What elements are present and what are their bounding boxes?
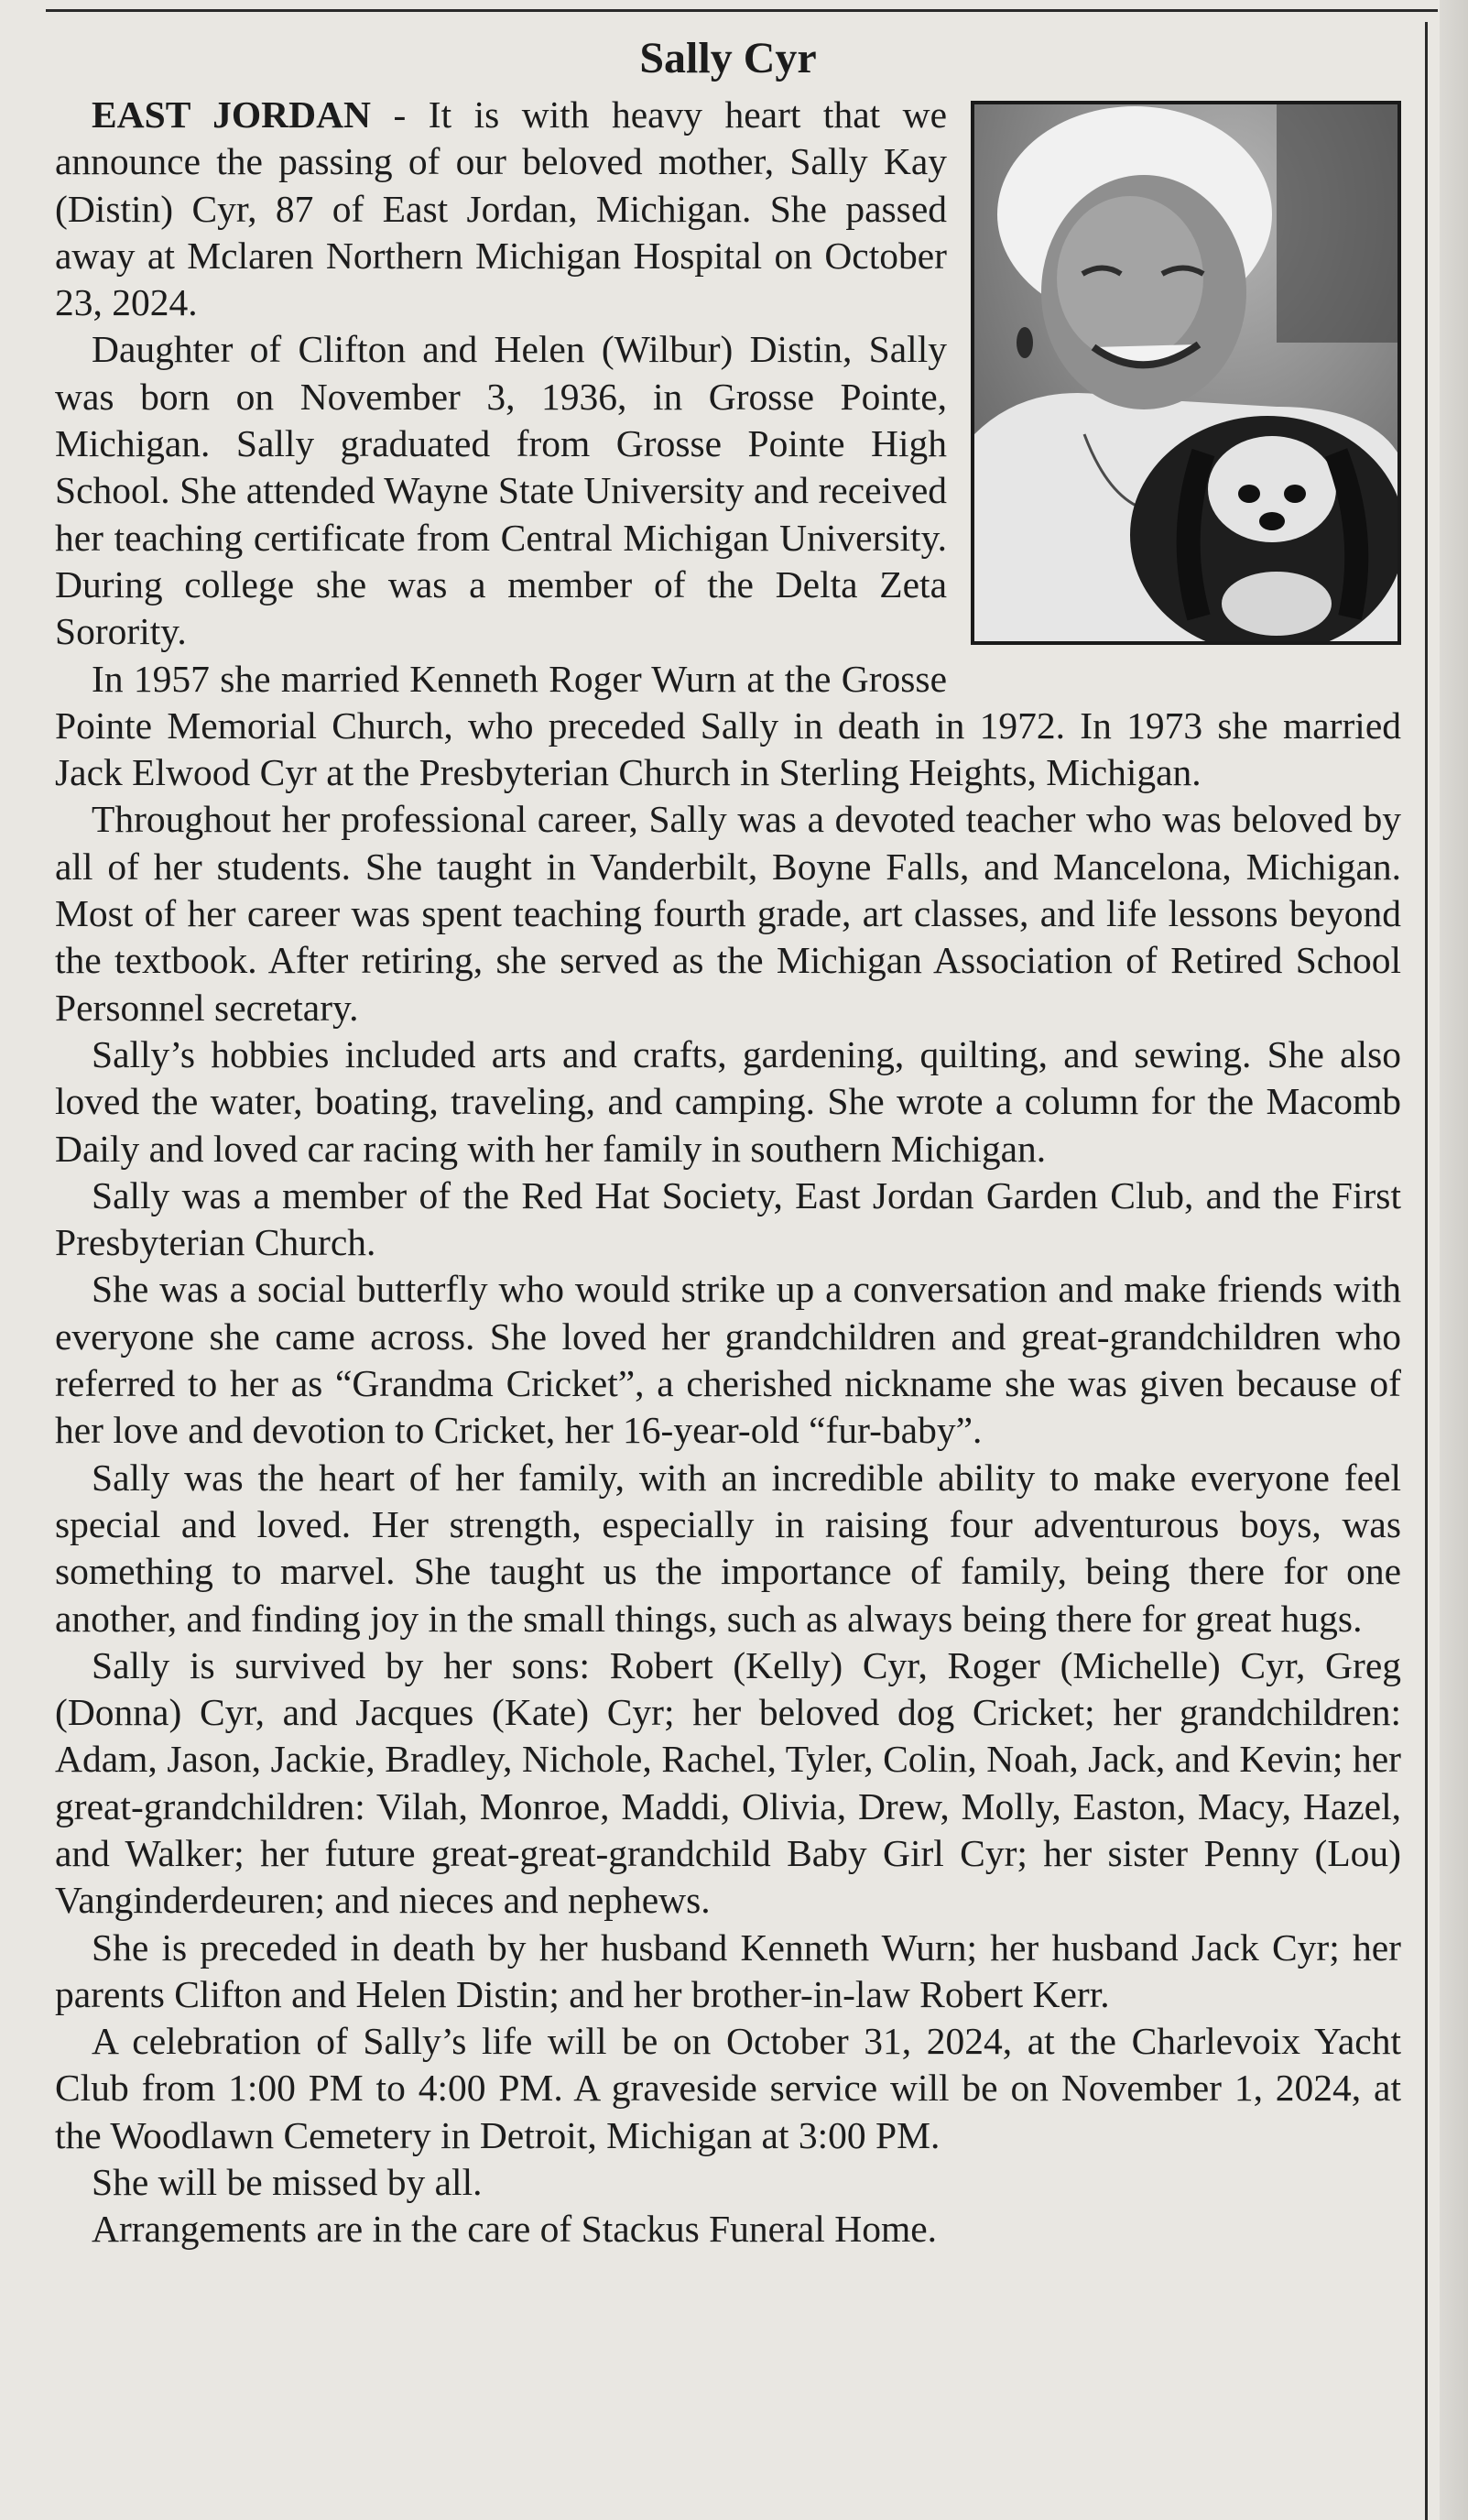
top-rule: [46, 9, 1438, 12]
column-rule: [1425, 22, 1428, 2520]
page-edge: [1440, 0, 1468, 2520]
paragraph-social: She was a social butterfly who would strike up a conversation and make friends with everyone she came across. She loved her grandchildren and great-grandchildren who referred to her as “Grandma Cricket”, a cherished nickname she was given because of her love and devotion to Cricket, her 16-year-old “fur-baby”.: [55, 1268, 1401, 1452]
portrait-illustration: [974, 104, 1397, 641]
paragraph-memberships: Sally was a member of the Red Hat Society, East Jordan Garden Club, and the First Presbyterian Church.: [55, 1173, 1401, 1264]
lead-paragraph: - It is with heavy heart that we announce the passing of our beloved mother, Sally Kay (Distin) Cyr, 87 of East Jordan, Michigan. She passed away at Mclaren Northern Michigan Hospital on October 23, 2024.: [55, 93, 947, 324]
obituary-article: [55, 31, 1401, 2253]
paragraph-marriages: In 1957 she married Kenneth Roger Wurn at the Grosse Pointe Memorial Church, who preceded Sally in death in 1972. In 1973 she married Jack Elwood Cyr at the Presbyterian Church in Sterling Heights, Michigan.: [55, 657, 1401, 794]
article-body: [55, 92, 1401, 2253]
portrait-photo: [971, 101, 1401, 645]
paragraph-family-heart: Sally was the heart of her family, with an incredible ability to make everyone feel special and loved. Her strength, especially in raising four adventurous boys, was something to marvel. She taught us the importance of family, being there for one another, and finding joy in the small things, such as always being there for great hugs.: [55, 1456, 1401, 1640]
paragraph-missed: She will be missed by all.: [92, 2161, 483, 2204]
dateline: EAST JORDAN: [92, 93, 372, 136]
paragraph-hobbies: Sally’s hobbies included arts and crafts, gardening, quilting, and sewing. She also loved the water, boating, traveling, and camping. She wrote a column for the Macomb Daily and loved car racing with her family in southern Michigan.: [55, 1032, 1401, 1170]
paragraph-birth-education: Daughter of Clifton and Helen (Wilbur) Distin, Sally was born on November 3, 1936, in Grosse Pointe, Michigan. Sally graduated from Grosse Pointe High School. She attended Wayne State University and received her teaching certificate from Central Michigan University. During college she was a member of the Delta Zeta Sorority.: [55, 328, 947, 653]
paragraph-career: Throughout her professional career, Sally was a devoted teacher who was beloved by all of her students. She taught in Vanderbilt, Boyne Falls, and Mancelona, Michigan. Most of her career was spent teaching fourth grade, art classes, and life lessons beyond the textbook. After retiring, she served as the Michigan Association of Retired School Personnel secretary.: [55, 798, 1401, 1029]
headline: Sally Cyr: [639, 34, 817, 82]
paragraph-survivors: Sally is survived by her sons: Robert (Kelly) Cyr, Roger (Michelle) Cyr, Greg (Donna) Cyr, and Jacques (Kate) Cyr; her beloved dog Cricket; her grandchildren: Adam, Jason, Jackie, Bradley, Nichole, Rachel, Tyler, Colin, Noah, Jack, and Kevin; her great-grandchildren: Vilah, Monroe, Maddi, Olivia, Drew, Molly, Easton, Macy, Hazel, and Walker; her future great-great-grandchild Baby Girl Cyr; her sister Penny (Lou) Vanginderdeuren; and nieces and nephews.: [55, 1643, 1401, 1922]
paragraph-services: A celebration of Sally’s life will be on October 31, 2024, at the Charlevoix Yacht Club from 1:00 PM to 4:00 PM. A graveside service will be on November 1, 2024, at the Woodlawn Cemetery in Detroit, Michigan at 3:00 PM.: [55, 2020, 1401, 2156]
paragraph-arrangements: Arrangements are in the care of Stackus Funeral Home.: [92, 2208, 938, 2251]
paragraph-preceded: She is preceded in death by her husband Kenneth Wurn; her husband Jack Cyr; her parents Clifton and Helen Distin; and her brother-in-law Robert Kerr.: [55, 1925, 1401, 2015]
